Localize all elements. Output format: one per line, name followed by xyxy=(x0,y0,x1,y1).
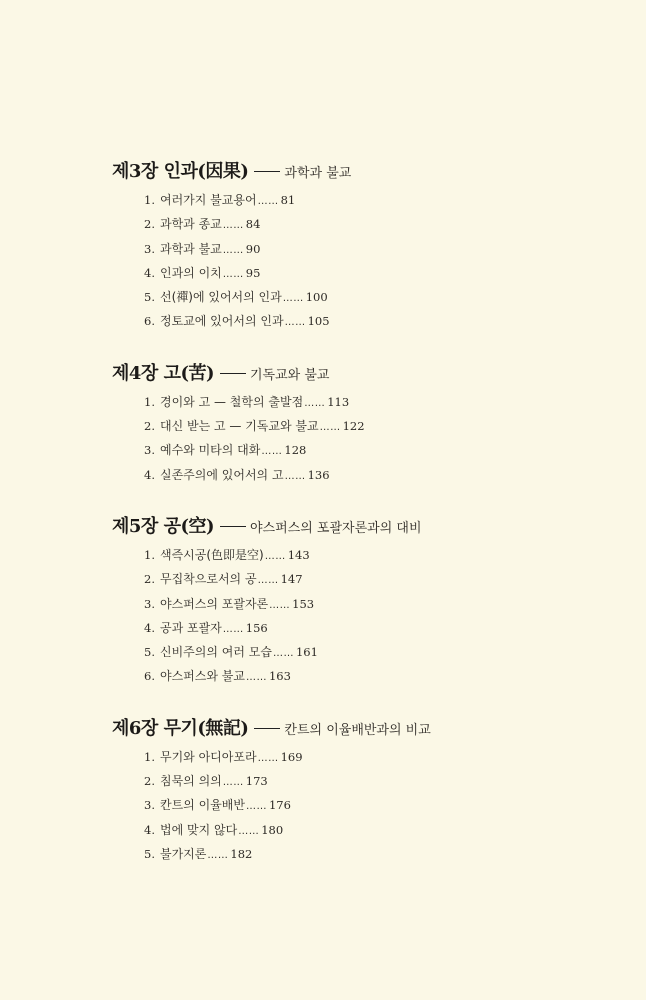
entry-page: 95 xyxy=(245,265,261,280)
entry-title: 예수와 미타의 대화 xyxy=(160,443,261,458)
entry-page: 180 xyxy=(261,822,284,837)
toc-entry xyxy=(144,188,612,212)
entry-page: 90 xyxy=(245,241,261,256)
dot-leader: …… xyxy=(319,422,341,434)
entry-number: 1. xyxy=(144,193,155,207)
chapter-item-list xyxy=(144,543,612,689)
chapter-6 xyxy=(112,715,612,866)
dot-leader: …… xyxy=(261,446,283,458)
entry-page: 128 xyxy=(284,443,307,458)
dot-leader: …… xyxy=(284,317,306,329)
chapter-4 xyxy=(112,360,612,487)
dot-leader: …… xyxy=(264,550,286,562)
dot-leader: …… xyxy=(222,268,244,280)
toc-entry xyxy=(144,616,612,640)
entry-title: 법에 맞지 않다 xyxy=(160,822,238,837)
entry-title: 무집착으로서의 공 xyxy=(160,572,257,587)
entry-page: 156 xyxy=(245,620,268,635)
entry-page: 153 xyxy=(292,596,315,611)
chapter-item-list xyxy=(144,745,612,866)
entry-number: 3. xyxy=(144,798,155,813)
entry-number: 3. xyxy=(144,443,155,458)
entry-page: 161 xyxy=(295,645,318,660)
entry-number: 1. xyxy=(144,547,155,562)
entry-page: 147 xyxy=(280,572,303,587)
entry-title: 신비주의의 여러 모습 xyxy=(160,645,272,660)
dot-leader: …… xyxy=(245,672,267,684)
toc-entry xyxy=(144,842,612,866)
chapter-subtitle: 야스퍼스의 포괄자론과의 대비 xyxy=(250,520,422,536)
entry-number: 4. xyxy=(144,467,155,482)
toc-entry xyxy=(144,769,612,793)
toc-entry xyxy=(144,237,612,261)
entry-title: 선(禪)에 있어서의 인과 xyxy=(160,290,282,305)
entry-title: 야스퍼스의 포괄자론 xyxy=(160,596,269,611)
entry-number: 3. xyxy=(144,241,155,256)
chapter-3 xyxy=(112,158,612,334)
entry-number: 1. xyxy=(144,394,155,409)
entry-title: 공과 포괄자 xyxy=(160,620,222,635)
entry-number: 6. xyxy=(144,669,155,684)
entry-title: 경이와 고 — 철학의 출발점 xyxy=(160,394,304,409)
entry-page: 122 xyxy=(342,419,365,434)
entry-number: 4. xyxy=(144,620,155,635)
dot-leader: …… xyxy=(284,470,306,482)
chapter-subtitle: 기독교와 불교 xyxy=(250,367,330,383)
entry-title: 여러가지 불교용어 xyxy=(160,193,257,207)
chapter-heading xyxy=(112,158,612,186)
dash-divider xyxy=(254,728,280,729)
entry-number: 5. xyxy=(144,645,155,660)
entry-number: 4. xyxy=(144,265,155,280)
entry-title: 칸트의 이율배반 xyxy=(160,798,245,813)
chapter-subtitle: 과학과 불교 xyxy=(284,166,352,181)
toc-entry xyxy=(144,463,612,487)
chapter-title: 제5장 공(空) xyxy=(112,515,214,537)
entry-number: 3. xyxy=(144,596,155,611)
dot-leader: …… xyxy=(282,293,304,305)
entry-title: 과학과 종교 xyxy=(160,217,222,232)
entry-number: 5. xyxy=(144,846,155,861)
entry-page: 136 xyxy=(307,467,330,482)
entry-page: 84 xyxy=(245,217,261,232)
dot-leader: …… xyxy=(272,648,294,660)
entry-number: 6. xyxy=(144,314,155,329)
table-of-contents xyxy=(112,158,612,892)
entry-page: 182 xyxy=(230,846,253,861)
entry-page: 163 xyxy=(268,669,291,684)
entry-title: 실존주의에 있어서의 고 xyxy=(160,467,284,482)
dot-leader: …… xyxy=(257,752,279,764)
dot-leader: …… xyxy=(269,599,291,611)
chapter-subtitle: 칸트의 이율배반과의 비교 xyxy=(284,722,431,738)
toc-entry xyxy=(144,592,612,616)
chapter-5 xyxy=(112,513,612,689)
dot-leader: …… xyxy=(257,575,279,587)
entry-number: 1. xyxy=(144,749,155,764)
entry-page: 113 xyxy=(327,394,350,409)
entry-number: 5. xyxy=(144,290,155,305)
chapter-heading xyxy=(112,513,612,541)
toc-entry xyxy=(144,390,612,414)
toc-entry xyxy=(144,818,612,842)
chapter-title: 제4장 고(苦) xyxy=(112,362,214,384)
toc-entry xyxy=(144,543,612,567)
chapter-heading xyxy=(112,715,612,743)
entry-number: 2. xyxy=(144,419,155,434)
chapter-item-list xyxy=(144,188,612,334)
toc-entry xyxy=(144,285,612,309)
toc-entry xyxy=(144,745,612,769)
dot-leader: …… xyxy=(222,244,244,256)
entry-title: 야스퍼스와 불교 xyxy=(160,669,245,684)
entry-page: 173 xyxy=(245,774,268,789)
dot-leader: …… xyxy=(257,196,279,207)
dash-divider xyxy=(220,373,246,374)
entry-number: 2. xyxy=(144,217,155,232)
dot-leader: …… xyxy=(238,825,260,837)
toc-entry xyxy=(144,309,612,333)
entry-title: 인과의 이치 xyxy=(160,265,222,280)
chapter-item-list xyxy=(144,390,612,487)
entry-title: 불가지론 xyxy=(160,846,207,861)
entry-title: 과학과 불교 xyxy=(160,241,222,256)
entry-title: 정토교에 있어서의 인과 xyxy=(160,314,284,329)
dash-divider xyxy=(254,171,280,172)
dot-leader: …… xyxy=(222,777,244,789)
chapter-heading xyxy=(112,360,612,388)
toc-entry xyxy=(144,414,612,438)
entry-page: 169 xyxy=(280,749,303,764)
toc-entry xyxy=(144,212,612,236)
toc-entry xyxy=(144,567,612,591)
entry-title: 침묵의 의의 xyxy=(160,774,222,789)
entry-page: 100 xyxy=(305,290,328,305)
toc-entry xyxy=(144,438,612,462)
entry-page: 176 xyxy=(268,798,291,813)
entry-number: 4. xyxy=(144,822,155,837)
dot-leader: …… xyxy=(222,623,244,635)
dot-leader: …… xyxy=(222,220,244,232)
entry-page: 143 xyxy=(287,547,310,562)
entry-page: 81 xyxy=(280,193,296,207)
entry-title: 대신 받는 고 — 기독교와 불교 xyxy=(160,419,319,434)
entry-number: 2. xyxy=(144,572,155,587)
dot-leader: …… xyxy=(245,801,267,813)
toc-entry xyxy=(144,261,612,285)
entry-number: 2. xyxy=(144,774,155,789)
toc-entry xyxy=(144,640,612,664)
entry-title: 무기와 아디아포라 xyxy=(160,749,257,764)
chapter-title: 제3장 인과(因果) xyxy=(112,161,249,182)
entry-page: 105 xyxy=(307,314,330,329)
dot-leader: …… xyxy=(207,849,229,861)
toc-entry xyxy=(144,793,612,817)
chapter-title: 제6장 무기(無記) xyxy=(112,717,249,739)
toc-entry xyxy=(144,664,612,688)
entry-title: 색즉시공(色即是空) xyxy=(160,547,264,562)
dash-divider xyxy=(220,526,246,527)
dot-leader: …… xyxy=(304,397,326,409)
